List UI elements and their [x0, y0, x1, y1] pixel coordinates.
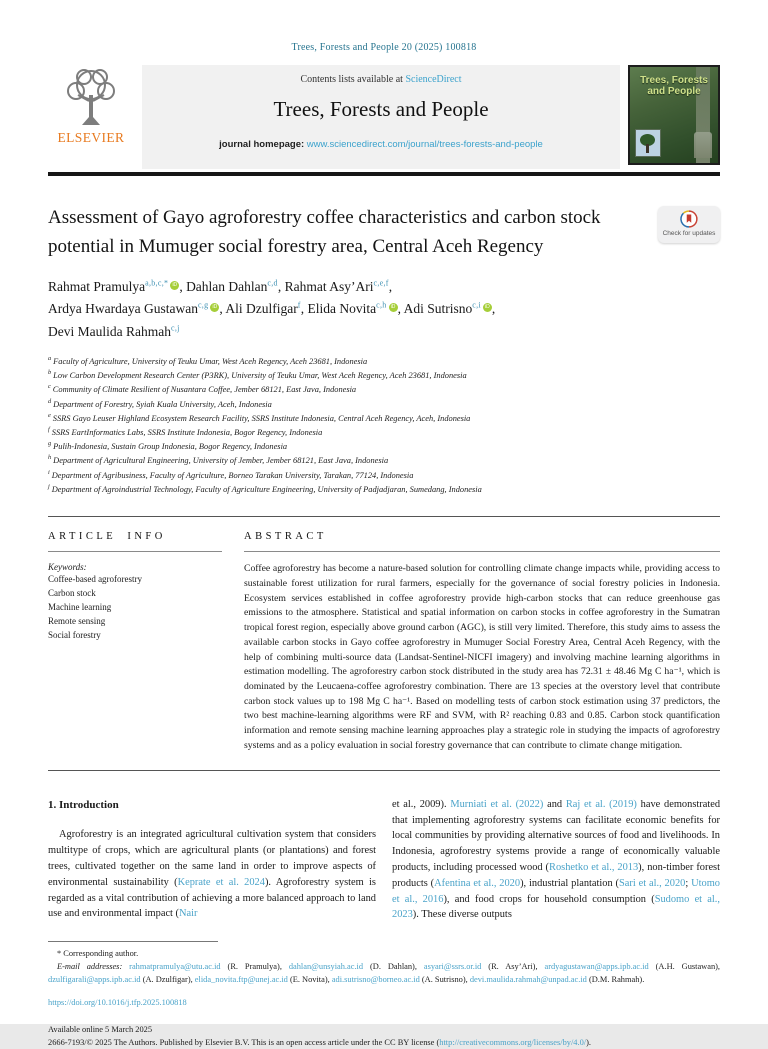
- inline-link[interactable]: dahlan@unsyiah.ac.id: [288, 962, 364, 972]
- homepage-label: journal homepage:: [219, 139, 307, 150]
- sciencedirect-link[interactable]: ScienceDirect: [405, 74, 462, 85]
- article-info-rule: [48, 551, 222, 552]
- affiliation-item: $^e$ SSRS Gayo Leuser Highland Ecosystem Research Facility, SSRS Institute Indonesia, Central Aceh Regency, Aceh, Indonesia: [48, 411, 471, 423]
- keywords-label: Keywords:: [48, 562, 87, 573]
- email-label: E-mail addresses:: [57, 962, 130, 972]
- keyword-item: Carbon stock: [48, 588, 96, 599]
- availability-block: [48, 1023, 720, 1049]
- text-run: ), and food crops for household consumption (: [443, 893, 655, 905]
- inline-link[interactable]: ardyagustawan@apps.ipb.ac.id: [544, 962, 649, 972]
- author-name: Rahmat Pramulya: [48, 279, 146, 294]
- author: [48, 324, 180, 339]
- inline-link[interactable]: Sudomo et al., 2023: [392, 893, 720, 921]
- footnote-rule: [48, 941, 218, 942]
- journal-title: Trees, Forests and People: [273, 97, 489, 121]
- author: [285, 279, 389, 294]
- inline-link[interactable]: asyari@ssrs.or.id: [423, 962, 482, 972]
- inline-link[interactable]: elida_novita.ftp@unej.ac.id: [194, 975, 288, 985]
- author-affil-sup: c,j: [170, 323, 180, 333]
- author-name: Ardya Hwardaya Gustawan: [48, 301, 198, 317]
- available-online: Available online 5 March 2025: [48, 1025, 153, 1035]
- affiliation-item: $^h$ Department of Agricultural Engineering, University of Jember, Jember 68121, East Java, Indonesia: [48, 454, 389, 466]
- email-addresses: [48, 960, 720, 986]
- keyword-item: Coffee-based agroforestry: [48, 574, 143, 585]
- left-column: [48, 797, 376, 924]
- author-affil-sup: c,e,f: [373, 278, 389, 288]
- author-affil-sup: c,g: [197, 300, 209, 310]
- text-run: (A.H. Gustawan),: [648, 962, 721, 972]
- text-run: et al., 2009).: [392, 798, 451, 810]
- check-badge-label: Check for updates: [662, 230, 716, 237]
- doi-line: [48, 998, 720, 1007]
- article-info-heading: ARTICLE INFO: [48, 531, 166, 543]
- check-for-updates-badge[interactable]: [658, 206, 720, 243]
- abstract-rule: [244, 551, 720, 552]
- affiliation-list: [48, 354, 720, 496]
- inline-link[interactable]: http://creativecommons.org/licenses/by/4.0/: [439, 1038, 587, 1048]
- journal-citation: Trees, Forests and People 20 (2025) 100818: [291, 42, 477, 53]
- text-run: have demonstrated that implementing agroforestry systems can facilitate economic benefits for local communities by providing alternative sources of food and livelihoods. In Indonesia, agroforestry systems provide a range of economically valuable products, including processed wood (: [392, 798, 721, 873]
- inline-link[interactable]: Murniati et al. (2022): [450, 798, 544, 810]
- text-run: ). Agroforestry system is regarded as a vital contribution of achieving a more balanced approach to land use and environmental impact (: [48, 876, 376, 920]
- author-name: Ali Dzulfigar: [225, 301, 298, 317]
- orcid-icon[interactable]: iD: [483, 303, 492, 312]
- check-for-updates-icon: [660, 210, 718, 228]
- copyright-line: [48, 1036, 720, 1049]
- homepage-line: [142, 139, 620, 150]
- text-run: (D.M. Rahmah).: [586, 975, 645, 985]
- cover-inset-tree-icon: [635, 129, 661, 157]
- orcid-icon[interactable]: iD: [389, 303, 398, 312]
- orcid-icon[interactable]: iD: [210, 303, 219, 312]
- inline-link[interactable]: devi.maulida.rahmah@unpad.ac.id: [469, 975, 587, 985]
- author: [48, 279, 179, 294]
- inline-link[interactable]: Utomo et al., 2016: [392, 877, 720, 905]
- author-name: Elida Novita: [307, 301, 377, 317]
- cover-title: Trees, Forests and People: [640, 75, 708, 97]
- author: [186, 279, 278, 294]
- text-run: and: [543, 798, 566, 810]
- contents-prefix: Contents lists available at: [300, 74, 406, 85]
- text-run: Agroforestry is an integrated agricultural cultivation system that considers multitype of crops, which are agricultural plants (or plantations) and forest trees, cultivated together on the same land in order to improve aspects of environmental sustainability (: [48, 829, 376, 888]
- inline-link[interactable]: dzulfigarali@apps.ipb.ac.id: [48, 975, 141, 985]
- author: [308, 301, 398, 316]
- text-run: 2666-7193/© 2025 The Authors. Published by Elsevier B.V. This is an open access article under the CC BY license (: [48, 1038, 440, 1048]
- author-affil-sup: c,d: [267, 278, 278, 288]
- body-columns: [48, 797, 720, 924]
- affiliation-item: $^b$ Low Carbon Development Research Center (P3RK), University of Teuku Umar, West Aceh Regency, Aceh 23681, Indonesia: [48, 369, 467, 380]
- introduction-paragraph-left: [48, 827, 376, 922]
- right-column: [392, 797, 720, 924]
- inline-link[interactable]: rahmatpramulya@utu.ac.id: [129, 962, 221, 972]
- text-run: (A. Dzulfigar),: [140, 975, 195, 985]
- author-affil-sup: a,b,c,*: [145, 278, 169, 288]
- text-run: (D. Dahlan),: [363, 962, 424, 972]
- introduction-paragraph-right: [392, 797, 720, 924]
- inline-link[interactable]: Keprate et al. 2024: [177, 876, 265, 888]
- info-abstract-section: [48, 516, 720, 771]
- author-name: Devi Maulida Rahmah: [48, 323, 171, 339]
- article-info-column: [48, 531, 244, 754]
- elsevier-wordmark: ELSEVIER: [57, 130, 125, 145]
- inline-link[interactable]: Afentina et al., 2020: [434, 877, 521, 889]
- author-affil-sup: c,i: [472, 300, 481, 310]
- author-name: Rahmat Asy’Ari: [284, 279, 374, 294]
- keywords-list: [48, 573, 222, 643]
- doi-link[interactable]: https://doi.org/10.1016/j.tfp.2025.100818: [48, 998, 187, 1008]
- keyword-item: Remote sensing: [48, 615, 106, 626]
- affiliation-item: $^g$ Pulih-Indonesia, Sustain Group Indonesia, Bogor Regency, Indonesia: [48, 440, 288, 451]
- elsevier-logo[interactable]: [48, 65, 134, 169]
- affiliation-item: $^j$ Department of Agroindustrial Technology, Faculty of Agriculture Engineering, University of Padjadjaran, Sumedang, Indonesia: [48, 482, 482, 494]
- contents-line: [142, 74, 620, 85]
- cover-stump-art: [694, 132, 712, 158]
- abstract-text: Coffee agroforestry has become a nature-based solution for controlling climate change impacts while, providing access to sustainable forest utilization for rural farmers, especially for the governance of social forestry policies in Indonesia. Ecosystem services established in coffee agroforestry provide high-carbon stocks that can reduce greenhouse gas emissions to the atmosphere. Statistical and spatial information on carbon stocks in coffee agroforestry in the Sumatran tropical forest region, especially above ground carbon (AGC), is still very limited. Therefore, this study aims to assess the available carbon stocks in Gayo coffee agroforestry in Mumuger Social Forestry Area, Central Aceh Regency, with the help of combining multi-source data (Landsat-Sentinel-NICFI imagery) and involving machine learning algorithms in estimation modelling. The agroforestry carbon stock distributed in the study area has 72.31 ± 48.46 Mg C ha⁻¹, which is dominated by the Leucaena-coffee agroforestry combination. There are 13 species at the overstory level that contribute carbon stock values up to 198 Mg C ha⁻¹. Based on modelling tests of carbon stock estimation using 37 predictors, the two best machine-learning algorithms were RF and SVM, with R² reaching 0.83 and 0.85. Carbon stock quantification information and remote sensing machine learning approaches play a strategic role in studying the impacts of agroforestry systems and as a policy evaluation in social forestry governance that can contribute to climate change mitigation.: [244, 563, 720, 751]
- article-title: Assessment of Gayo agroforestry coffee characteristics and carbon stock potential in Mumuger social forestry area, Central Aceh Regency: [48, 207, 601, 257]
- corresponding-author-note: * Corresponding author.: [57, 949, 139, 959]
- inline-link[interactable]: Raj et al. (2019): [565, 798, 637, 810]
- journal-cover-thumbnail[interactable]: [628, 65, 720, 165]
- journal-banner: [142, 65, 620, 169]
- text-run: ). These diverse outputs: [412, 909, 512, 921]
- affiliation-item: $^d$ Department of Forestry, Syiah Kuala University, Aceh, Indonesia: [48, 397, 272, 409]
- keyword-item: Social forestry: [48, 629, 101, 640]
- text-run: (R. Pramulya),: [220, 962, 289, 972]
- author-affil-sup: f: [297, 300, 301, 310]
- inline-link[interactable]: Sari et al., 2020: [619, 877, 686, 889]
- author-list: Rahmat Pramulya$^{a,b,c,*}$ iD , Dahlan Dahlan$^{c,d}$, Rahmat Asy’Ari$^{c,e,f}$, Ardya Hwardaya Gustawan$^{c,g}$ iD , Ali Dzulfigar$^f$, Elida Novita$^{c,h}$ iD , Adi Sutrisno$^{c,i}$ iD , Devi Maulida Rahmah$^{c,j}$: [48, 278, 496, 339]
- elsevier-tree-icon: [60, 65, 122, 129]
- homepage-link[interactable]: www.sciencedirect.com/journal/trees-forests-and-people: [306, 139, 543, 150]
- orcid-icon[interactable]: iD: [170, 281, 179, 290]
- author-name: Adi Sutrisno: [403, 301, 473, 317]
- author-name: Dahlan Dahlan: [186, 279, 268, 294]
- inline-link[interactable]: Roshetko et al., 2013: [549, 861, 639, 873]
- author: [225, 301, 300, 316]
- affiliation-item: $^i$ Department of Agribusiness, Faculty of Agriculture, Borneo Tarakan University, Tarakan, 77124, Indonesia: [48, 468, 414, 480]
- text-run: ), industrial plantation (: [520, 877, 620, 889]
- inline-link[interactable]: adi.sutrisno@borneo.ac.id: [331, 975, 420, 985]
- journal-masthead: [48, 65, 720, 169]
- text-run: ).: [586, 1038, 591, 1048]
- affiliation-item: $^a$ Faculty of Agriculture, University of Teuku Umar, West Aceh Regency, Aceh 23681, Indonesia: [48, 354, 368, 366]
- affiliation-item: $^c$ Community of Climate Resilient of Nusantara Coffee, Jember 68121, East Java, Indonesia: [48, 383, 357, 395]
- author-affil-sup: c,h: [376, 300, 387, 310]
- keyword-item: Machine learning: [48, 602, 112, 613]
- text-run: (E. Novita),: [287, 975, 332, 985]
- text-run: (R. Asy’Ari),: [481, 962, 545, 972]
- inline-link[interactable]: Nair: [179, 908, 198, 920]
- masthead-divider: [48, 172, 720, 176]
- text-run: (A. Sutrisno),: [419, 975, 470, 985]
- abstract-column: [244, 531, 720, 754]
- author: [48, 301, 219, 316]
- text-run: ;: [685, 877, 692, 889]
- text-run: ), non-timber forest products (: [392, 861, 720, 889]
- abstract-heading: ABSTRACT: [244, 531, 327, 543]
- introduction-heading: 1. Introduction: [48, 798, 119, 811]
- author: [404, 301, 492, 316]
- affiliation-item: $^f$ SSRS EartInformatics Labs, SSRS Institute Indonesia, Bogor Regency, Indonesia: [48, 425, 323, 437]
